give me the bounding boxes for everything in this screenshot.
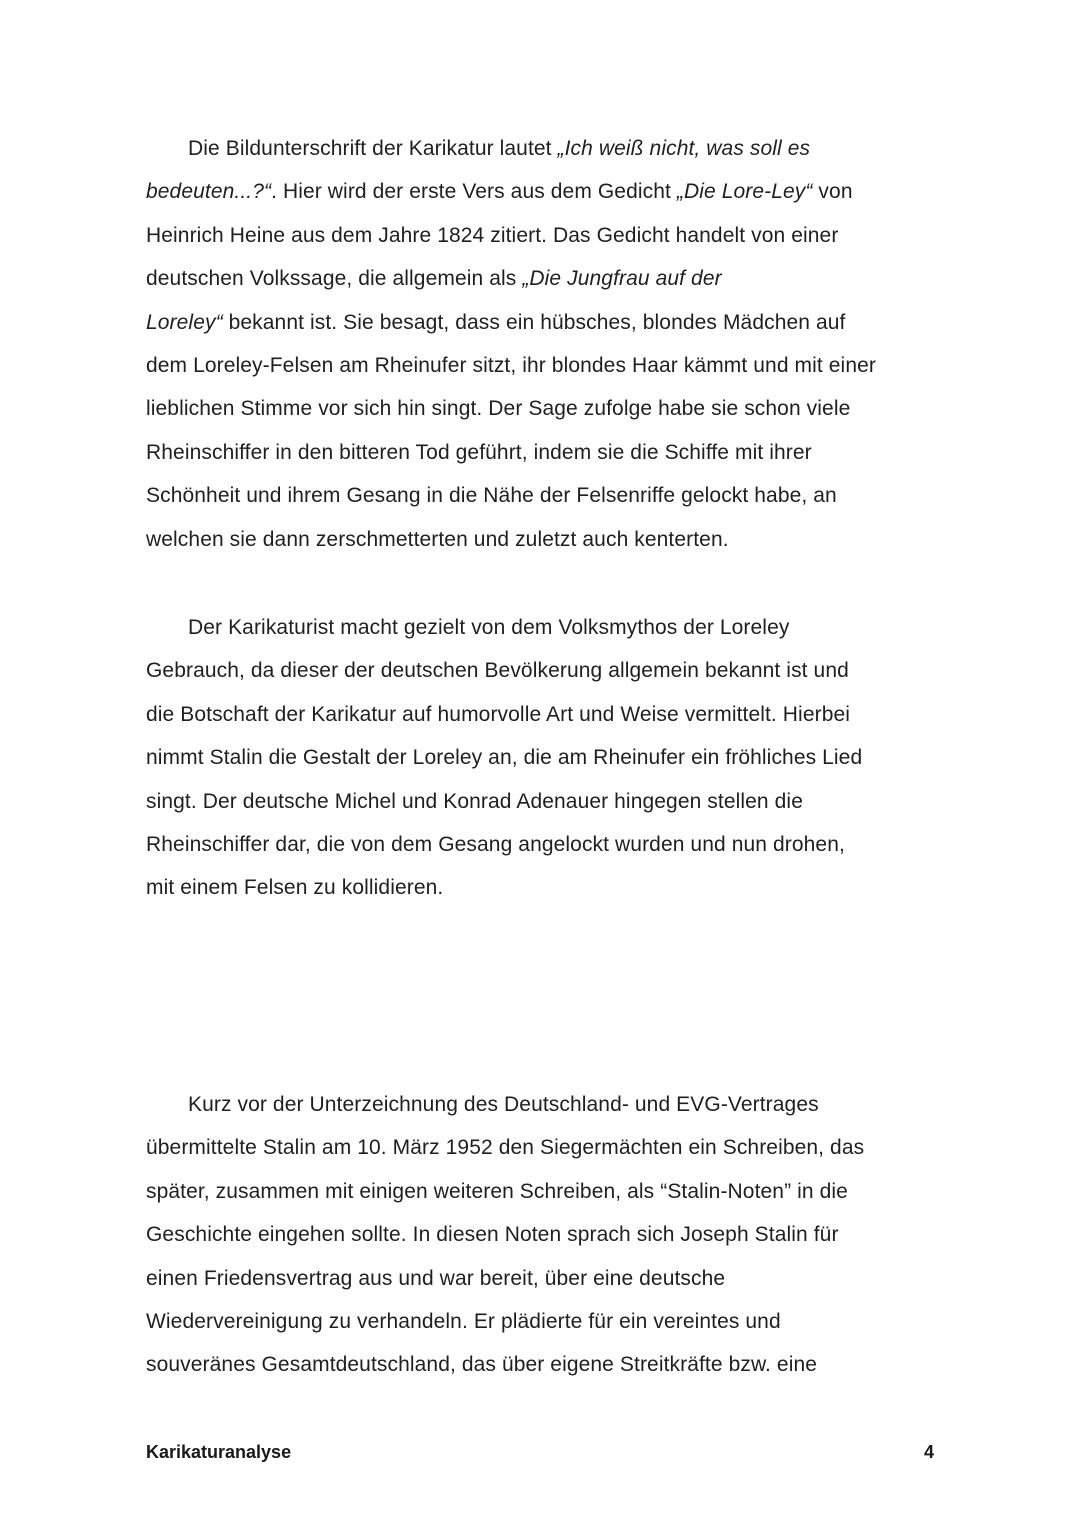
text-line — [146, 301, 946, 344]
page-number: 4 — [923, 1442, 934, 1462]
text-line: übermittelte Stalin am 10. März 1952 den Siegermächten ein Schreiben, das — [146, 1136, 865, 1160]
text-line: Gebrauch, da dieser der deutschen Bevölkerung allgemein bekannt ist und — [146, 659, 849, 683]
text-line: Schönheit und ihrem Gesang in die Nähe der Felsenriffe gelockt habe, an — [146, 484, 837, 508]
text-line: später, zusammen mit einigen weiteren Schreiben, als “Stalin-Noten” in die — [146, 1179, 848, 1203]
text-line: die Botschaft der Karikatur auf humorvolle Art und Weise vermittelt. Hierbei — [146, 702, 851, 726]
text-line: einen Friedensvertrag aus und war bereit, über eine deutsche — [146, 1266, 726, 1290]
text-line — [146, 127, 946, 170]
text-line: Wiedervereinigung zu verhandeln. Er plädierte für ein vereintes und — [146, 1310, 781, 1334]
text-line: Geschichte eingehen sollte. In diesen Noten sprach sich Joseph Stalin für — [146, 1223, 839, 1247]
text-line: Heinrich Heine aus dem Jahre 1824 zitiert. Das Gedicht handelt von einer — [146, 223, 839, 247]
text-segment: Die Bildunterschrift der Karikatur lautet — [188, 137, 558, 160]
text-segment: deutschen Volkssage, die allgemein als — [146, 267, 523, 291]
quote-segment: „Ich weiß nicht, was soll es — [557, 137, 811, 160]
text-line: Rheinschiffer in den bitteren Tod geführt, indem sie die Schiffe mit ihrer — [146, 440, 812, 464]
text-line: mit einem Felsen zu kollidieren. — [146, 876, 444, 900]
text-line — [146, 170, 946, 213]
text-line: Der Karikaturist macht gezielt von dem Volksmythos der Loreley — [188, 616, 790, 639]
text-segment: . Hier wird der erste Vers aus dem Gedicht — [271, 180, 677, 204]
text-line: welchen sie dann zerschmetterten und zuletzt auch kenterten. — [146, 527, 729, 551]
text-line: dem Loreley-Felsen am Rheinufer sitzt, ihr blondes Haar kämmt und mit einer — [146, 354, 876, 378]
text-line: nimmt Stalin die Gestalt der Loreley an, die am Rheinufer ein fröhliches Lied — [146, 746, 863, 770]
paragraph-1 — [146, 127, 946, 561]
text-line: lieblichen Stimme vor sich hin singt. Der Sage zufolge habe sie schon viele — [146, 397, 851, 421]
quote-segment: „Die Lore-Ley“ — [676, 180, 813, 204]
text-segment: bekannt ist. Sie besagt, dass ein hübsches, blondes Mädchen auf — [222, 310, 846, 334]
quote-segment: Loreley“ — [146, 310, 223, 334]
footer-document-title: Karikaturanalyse — [146, 1442, 292, 1462]
paragraph-3 — [146, 1083, 946, 1387]
text-line: souveränes Gesamtdeutschland, das über eigene Streitkräfte bzw. eine — [146, 1353, 818, 1377]
text-line: Rheinschiffer dar, die von dem Gesang angelockt wurden und nun drohen, — [146, 833, 845, 857]
text-line: Kurz vor der Unterzeichnung des Deutschland- und EVG-Vertrages — [188, 1093, 819, 1116]
paragraph-2 — [146, 606, 946, 910]
quote-segment: bedeuten...?“ — [146, 180, 272, 204]
quote-segment: „Die Jungfrau auf der — [522, 267, 722, 291]
text-segment: von — [812, 180, 853, 204]
text-line — [146, 257, 946, 300]
text-line: singt. Der deutsche Michel und Konrad Adenauer hingegen stellen die — [146, 789, 803, 813]
